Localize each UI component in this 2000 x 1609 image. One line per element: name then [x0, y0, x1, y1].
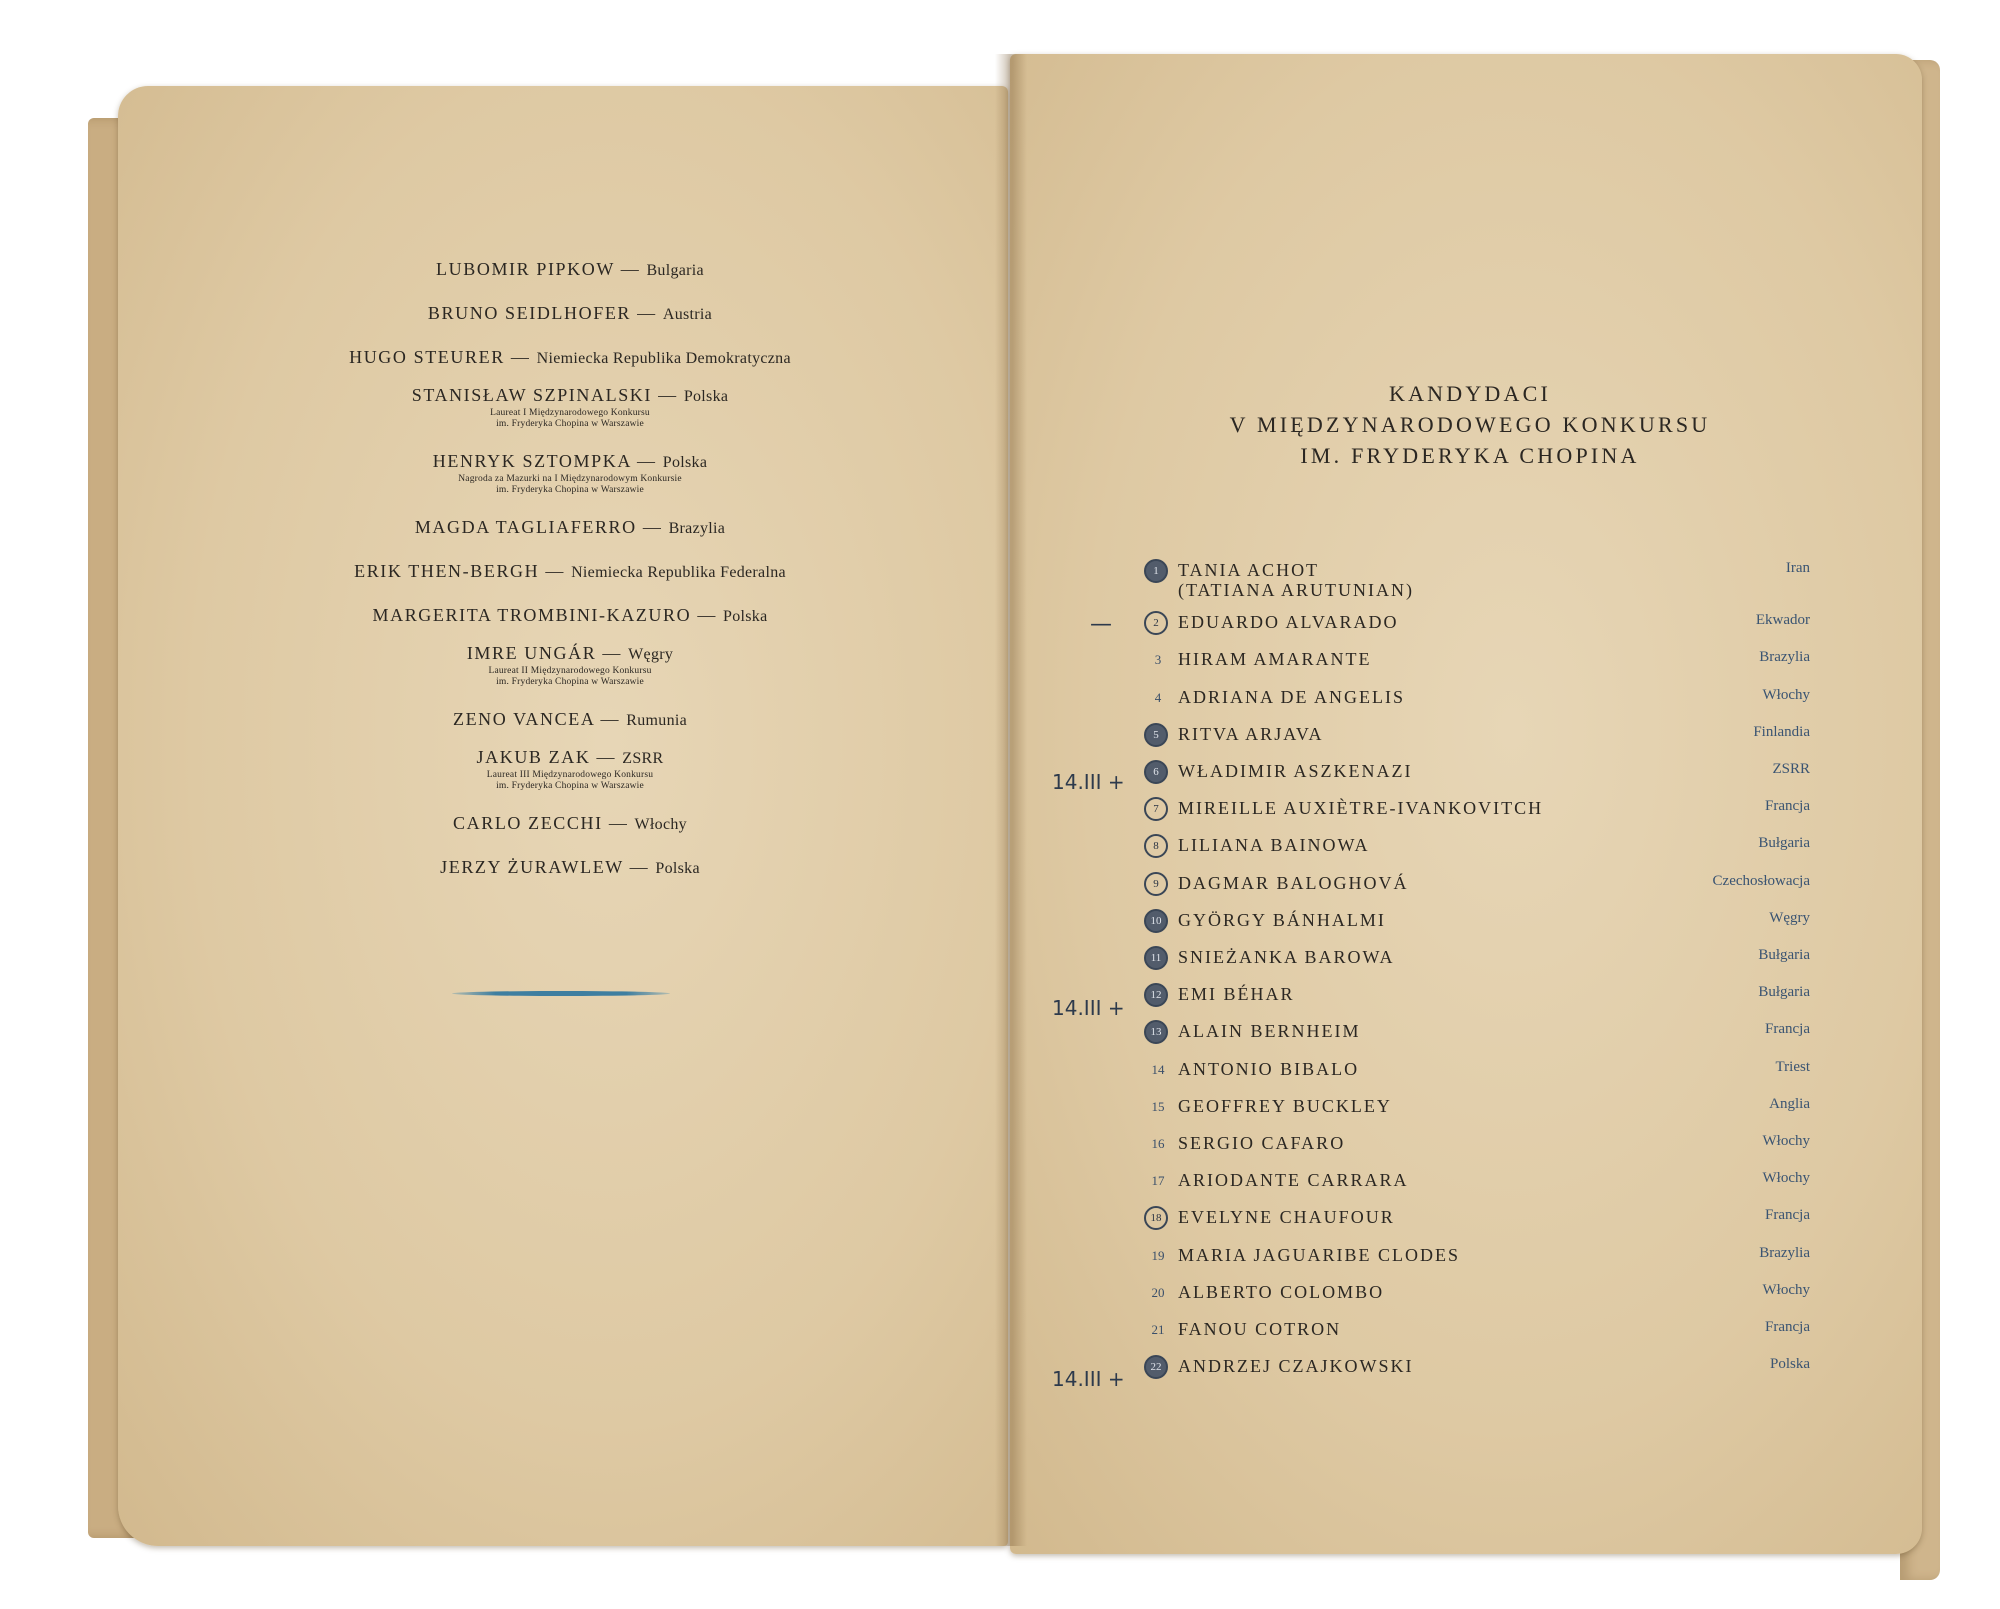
candidate-name: EMI BÉHAR	[1178, 984, 1295, 1005]
juror-separator: —	[652, 385, 684, 405]
candidate-name: DAGMAR BALOGHOVÁ	[1178, 872, 1409, 893]
candidate-row	[1030, 556, 1830, 600]
candidate-country: Francja	[1765, 1207, 1810, 1224]
juror-note: Laureat III Międzynarodowego Konkursu	[486, 770, 654, 780]
heading-line-2: V MIĘDZYNARODOWEGO KONKURSU	[1229, 412, 1711, 437]
juror-separator: —	[590, 747, 623, 767]
handwritten-mark-22: 14.III +	[1052, 1367, 1125, 1391]
juror-entry	[270, 746, 870, 792]
juror-country: Polska	[655, 860, 700, 877]
candidate-name: HIRAM AMARANTE	[1178, 649, 1372, 670]
juror-country: Niemiecka Republika Demokratyczna	[536, 350, 791, 367]
candidate-number-circled: 2	[1144, 611, 1168, 635]
candidate-row	[1030, 1017, 1830, 1047]
candidate-name-alt: (TATIANA ARUTUNIAN)	[1178, 580, 1415, 600]
juror-line	[270, 516, 870, 540]
juror-note: Laureat II Międzynarodowego Konkursu	[488, 666, 652, 676]
juror-name: ERIK THEN-BERGH	[354, 561, 540, 581]
candidate-country: Włochy	[1762, 686, 1810, 703]
candidate-row	[1030, 1241, 1830, 1271]
juror-country: Niemiecka Republika Federalna	[571, 564, 786, 581]
heading-line-1: KANDYDACI	[1388, 381, 1551, 406]
candidate-number: 14	[1151, 1061, 1165, 1077]
juror-separator: —	[623, 857, 656, 877]
candidate-number: 21	[1151, 1322, 1165, 1337]
candidate-number-circled: 5	[1144, 723, 1168, 747]
juror-entry	[270, 450, 870, 496]
juror-country: Polska	[662, 454, 708, 471]
juror-note: im. Fryderyka Chopina w Warszawie	[496, 781, 644, 791]
candidate-number-circled: 10	[1144, 909, 1168, 933]
candidate-country: Francja	[1765, 1021, 1810, 1038]
juror-entry	[270, 604, 870, 628]
juror-line	[270, 302, 870, 326]
candidate-name: FANOU COTRON	[1178, 1319, 1342, 1339]
candidate-name: GYÖRGY BÁNHALMI	[1178, 909, 1386, 930]
candidate-country: Ekwador	[1755, 612, 1810, 629]
candidate-number: 4	[1154, 689, 1162, 705]
candidate-number-circled: 9	[1144, 872, 1168, 896]
juror-country: Brazylia	[668, 520, 726, 537]
juror-entry	[270, 346, 870, 370]
juror-name: IMRE UNGÁR	[466, 643, 597, 663]
candidate-row	[1030, 1352, 1830, 1382]
juror-line	[270, 746, 870, 770]
juror-line	[270, 604, 870, 628]
juror-country: Włochy	[634, 816, 687, 833]
juror-entry	[270, 708, 870, 732]
candidate-country: Anglia	[1769, 1095, 1810, 1112]
candidate-name: LILIANA BAINOWA	[1178, 835, 1370, 856]
candidate-country: ZSRR	[1772, 761, 1810, 777]
candidate-number: 19	[1151, 1247, 1165, 1263]
candidate-row	[1030, 906, 1830, 936]
juror-country: ZSRR	[622, 750, 664, 767]
candidate-number-circled: 1	[1144, 559, 1168, 583]
juror-entry	[270, 812, 870, 836]
jury-list	[270, 258, 870, 880]
candidate-row	[1030, 1092, 1830, 1122]
candidate-number-circled: 22	[1144, 1355, 1168, 1379]
candidate-name: SNIEŻANKA BAROWA	[1178, 947, 1395, 967]
candidate-name: WŁADIMIR ASZKENAZI	[1178, 761, 1413, 781]
candidate-name: ADRIANA DE ANGELIS	[1178, 686, 1405, 707]
candidate-row	[1030, 794, 1830, 824]
candidate-number: 15	[1151, 1098, 1165, 1114]
juror-note: Nagroda za Mazurki na I Międzynarodowym Konkursie	[458, 474, 682, 484]
juror-note: im. Fryderyka Chopina w Warszawie	[496, 419, 644, 429]
candidate-name: ARIODANTE CARRARA	[1178, 1170, 1409, 1191]
candidate-country: Iran	[1785, 560, 1810, 576]
candidates-heading	[1160, 378, 1780, 471]
candidate-row	[1030, 831, 1830, 861]
candidate-row	[1030, 757, 1830, 787]
candidate-country: Finlandia	[1753, 723, 1810, 740]
candidate-name: ALAIN BERNHEIM	[1178, 1021, 1361, 1042]
candidate-name: MARIA JAGUARIBE CLODES	[1178, 1244, 1461, 1265]
heading-line-3: IM. FRYDERYKA CHOPINA	[1300, 443, 1640, 468]
candidate-row	[1030, 645, 1830, 675]
candidate-country: Bułgaria	[1758, 947, 1810, 963]
candidate-country: Włochy	[1762, 1170, 1810, 1187]
candidate-row	[1030, 1203, 1830, 1233]
candidate-number: 20	[1151, 1284, 1165, 1300]
candidate-country: Brazylia	[1759, 1244, 1810, 1261]
juror-name: STANISŁAW SZPINALSKI	[411, 385, 652, 405]
candidate-country: Węgry	[1769, 909, 1810, 926]
candidate-row	[1030, 1055, 1830, 1085]
candidate-name: GEOFFREY BUCKLEY	[1178, 1095, 1392, 1116]
candidate-country: Francja	[1765, 1319, 1810, 1335]
juror-separator: —	[596, 643, 629, 663]
candidate-row	[1030, 1315, 1830, 1345]
juror-name: BRUNO SEIDLHOFER	[427, 303, 632, 323]
juror-country: Polska	[683, 388, 729, 405]
candidate-row	[1030, 869, 1830, 899]
juror-country: Bulgaria	[646, 262, 704, 279]
candidate-row	[1030, 683, 1830, 713]
candidate-name: SERGIO CAFARO	[1178, 1133, 1346, 1153]
juror-entry	[270, 642, 870, 688]
juror-entry	[270, 302, 870, 326]
juror-entry	[270, 560, 870, 584]
juror-name: ZENO VANCEA	[452, 709, 595, 729]
candidate-name: MIREILLE AUXIÈTRE-IVANKOVITCH	[1178, 798, 1544, 819]
candidate-name: ANTONIO BIBALO	[1178, 1058, 1360, 1079]
juror-line	[270, 560, 870, 584]
candidate-number-circled: 8	[1144, 834, 1168, 858]
juror-name: LUBOMIR PIPKOW	[436, 259, 615, 279]
juror-line	[270, 856, 870, 880]
candidate-number-circled: 11	[1144, 946, 1168, 970]
candidate-name: RITVA ARJAVA	[1178, 723, 1324, 744]
candidate-country: Czechosłowacja	[1712, 872, 1810, 889]
candidate-country: Bułgaria	[1758, 984, 1810, 1001]
candidate-number: 16	[1151, 1136, 1165, 1151]
juror-country: Polska	[723, 608, 768, 625]
candidate-number-circled: 6	[1144, 760, 1168, 784]
juror-line	[270, 384, 870, 408]
candidate-country: Brazylia	[1759, 649, 1810, 666]
candidate-row	[1030, 943, 1830, 973]
juror-line	[270, 258, 870, 282]
juror-separator: —	[504, 347, 537, 367]
juror-line	[270, 642, 870, 666]
handwritten-mark-6: 14.III +	[1052, 770, 1125, 794]
candidate-row	[1030, 720, 1830, 750]
candidate-number-circled: 13	[1144, 1020, 1168, 1044]
handwritten-mark-12: 14.III +	[1052, 996, 1125, 1020]
candidate-number: 17	[1151, 1173, 1165, 1189]
juror-name: HENRYK SZTOMPKA	[432, 451, 631, 471]
candidate-country: Francja	[1765, 798, 1810, 815]
decorative-rule	[452, 991, 670, 996]
candidate-row	[1030, 1166, 1830, 1196]
candidate-country: Włochy	[1762, 1133, 1810, 1149]
juror-name: MAGDA TAGLIAFERRO	[414, 517, 637, 537]
candidate-country: Bułgaria	[1758, 835, 1810, 852]
juror-name: JAKUB ZAK	[476, 747, 591, 767]
juror-entry	[270, 516, 870, 540]
candidate-country: Triest	[1775, 1058, 1810, 1075]
candidate-name: TANIA ACHOT	[1178, 560, 1320, 580]
candidate-country: Polska	[1769, 1356, 1810, 1373]
juror-country: Rumunia	[626, 712, 688, 729]
candidate-number: 3	[1154, 652, 1162, 668]
juror-entry	[270, 384, 870, 430]
juror-separator: —	[691, 605, 724, 625]
juror-name: HUGO STEURER	[349, 347, 505, 367]
juror-line	[270, 450, 870, 474]
juror-separator: —	[602, 813, 635, 833]
juror-country: Węgry	[628, 646, 674, 663]
candidate-name: EDUARDO ALVARADO	[1178, 612, 1399, 633]
handwritten-dash-2: —	[1090, 612, 1112, 637]
candidate-row	[1030, 1129, 1830, 1159]
candidate-country: Włochy	[1762, 1281, 1810, 1298]
juror-country: Austria	[662, 306, 713, 323]
juror-name: JERZY ŻURAWLEW	[440, 857, 624, 877]
candidate-row	[1030, 608, 1830, 638]
juror-separator: —	[594, 709, 627, 729]
juror-line	[270, 346, 870, 370]
candidate-row	[1030, 1278, 1830, 1308]
candidate-name: ALBERTO COLOMBO	[1178, 1281, 1385, 1302]
candidate-number-circled: 18	[1144, 1206, 1168, 1230]
candidate-row	[1030, 980, 1830, 1010]
juror-name: MARGERITA TROMBINI-KAZURO	[372, 605, 692, 625]
candidate-name: ANDRZEJ CZAJKOWSKI	[1178, 1356, 1414, 1377]
juror-entry	[270, 258, 870, 282]
juror-note: Laureat I Międzynarodowego Konkursu	[490, 408, 650, 418]
candidate-number-circled: 7	[1144, 797, 1168, 821]
book-gutter	[995, 54, 1027, 1546]
juror-separator: —	[631, 303, 663, 323]
candidate-name: EVELYNE CHAUFOUR	[1178, 1207, 1395, 1228]
candidate-number-circled: 12	[1144, 983, 1168, 1007]
juror-separator: —	[630, 451, 663, 471]
juror-name: CARLO ZECCHI	[453, 813, 603, 833]
juror-entry	[270, 856, 870, 880]
juror-separator: —	[539, 561, 572, 581]
juror-line	[270, 708, 870, 732]
juror-note: im. Fryderyka Chopina w Warszawie	[496, 677, 644, 687]
juror-line	[270, 812, 870, 836]
juror-separator: —	[614, 259, 647, 279]
juror-separator: —	[636, 517, 669, 537]
juror-note: im. Fryderyka Chopina w Warszawie	[496, 485, 644, 495]
